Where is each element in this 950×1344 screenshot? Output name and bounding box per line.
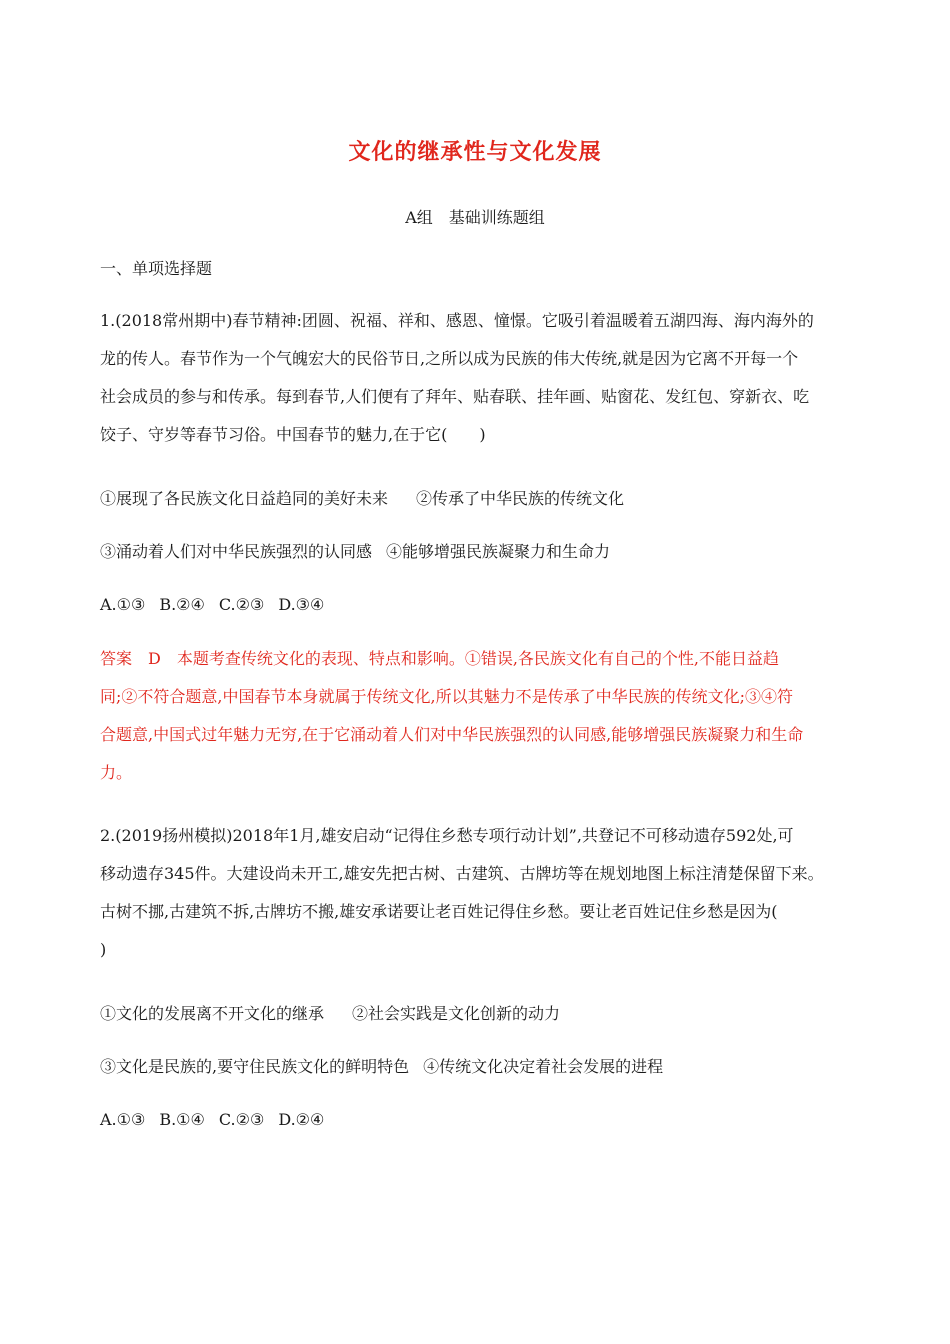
question-1-option-1: ①展现了各民族文化日益趋同的美好未来 [100, 489, 389, 508]
answer-1-line: 答案 D 本题考查传统文化的表现、特点和影响。①错误,各民族文化有自己的个性,不能日益趋 [100, 649, 780, 668]
question-2-choice-d: D.②④ [278, 1110, 325, 1129]
question-1-option-4: ④能够增强民族凝聚力和生命力 [386, 542, 611, 561]
question-1-options-row-2 [100, 533, 852, 571]
question-2-option-1: ①文化的发展离不开文化的继承 [100, 1004, 325, 1023]
answer-1-line: 力。 [100, 763, 133, 782]
question-2-choice-b: B.①④ [159, 1110, 205, 1129]
group-title: A组 基础训练题组 [405, 208, 545, 227]
question-1-line: 龙的传人。春节作为一个气魄宏大的民俗节日,之所以成为民族的伟大传统,就是因为它离不开每一个 [100, 349, 799, 368]
answer-1-line: 同;②不符合题意,中国春节本身就属于传统文化,所以其魅力不是传承了中华民族的传统文化;③④符 [100, 687, 793, 706]
question-2-line: 2.(2019扬州模拟)2018年1月,雄安启动“记得住乡愁专项行动计划”,共登记不可移动遗存592处,可 [100, 826, 794, 845]
question-2-option-4: ④传统文化决定着社会发展的进程 [423, 1057, 664, 1076]
answer-1-line: 合题意,中国式过年魅力无穷,在于它涌动着人们对中华民族强烈的认同感,能够增强民族凝聚力和生命 [100, 725, 804, 744]
question-2-line: 古树不挪,古建筑不拆,古牌坊不搬,雄安承诺要让老百姓记得住乡愁。要让老百姓记住乡愁是因为( [100, 902, 778, 921]
question-2-options-row-1 [100, 995, 852, 1033]
question-2-options-row-2 [100, 1048, 852, 1086]
page-title: 文化的继承性与文化发展 [348, 140, 602, 165]
question-1-options-row-1 [100, 480, 852, 518]
question-1-choice-b: B.②④ [159, 595, 205, 614]
question-2-option-2: ②社会实践是文化创新的动力 [352, 1004, 561, 1023]
question-1-stem [100, 302, 852, 454]
question-2-choice-c: C.②③ [218, 1110, 265, 1129]
question-2-line: ) [100, 940, 107, 959]
question-2-option-3: ③文化是民族的,要守住民族文化的鲜明特色 [100, 1057, 410, 1076]
question-1-choice-d: D.③④ [278, 595, 325, 614]
question-2-choice-a: A.①③ [100, 1110, 146, 1129]
question-1-line: 社会成员的参与和传承。每到春节,人们便有了拜年、贴春联、挂年画、贴窗花、发红包、穿新衣、吃 [100, 387, 810, 406]
question-1-choice-a: A.①③ [100, 595, 146, 614]
question-2-stem [100, 817, 852, 969]
question-1-option-3: ③涌动着人们对中华民族强烈的认同感 [100, 542, 373, 561]
question-2-line: 移动遗存345件。大建设尚未开工,雄安先把古树、古建筑、古牌坊等在规划地图上标注清楚保留下来。 [100, 864, 824, 883]
question-1-choices [100, 586, 852, 624]
question-1-line: 1.(2018常州期中)春节精神:团圆、祝福、祥和、感恩、憧憬。它吸引着温暖着五湖四海、海内海外的 [100, 311, 814, 330]
question-1-line: 饺子、守岁等春节习俗。中国春节的魅力,在于它( ) [100, 425, 486, 444]
question-1-choice-c: C.②③ [218, 595, 265, 614]
question-2-choices [100, 1101, 852, 1139]
answer-1 [100, 640, 852, 792]
section-heading: 一、单项选择题 [100, 259, 213, 278]
question-1-option-2: ②传承了中华民族的传统文化 [416, 489, 625, 508]
